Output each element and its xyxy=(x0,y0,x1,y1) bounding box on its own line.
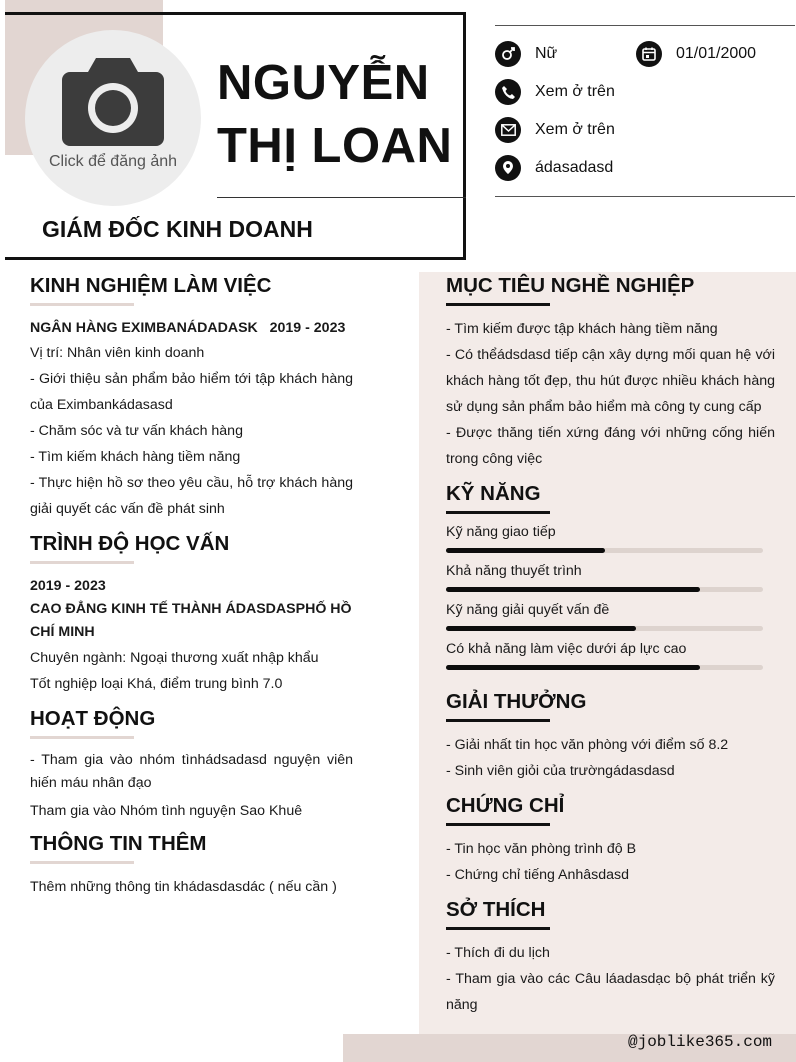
skills-title-rule xyxy=(446,511,550,514)
contact-address xyxy=(495,155,613,181)
activities-title: HOẠT ĐỘNG xyxy=(30,707,156,730)
experience-company-line xyxy=(30,318,353,338)
email-icon xyxy=(495,117,521,143)
education-title: TRÌNH ĐỘ HỌC VẤN xyxy=(30,532,230,555)
objective-item: - Có thểádsdasd tiếp cận xây dựng mối quan hệ với khách hàng tốt đẹp, thu hút được nhiều khách hàng sử dụng sản phẩm bảo hiểm mà công ty cung cấp xyxy=(446,347,775,415)
objective-title: MỤC TIÊU NGHỀ NGHIỆP xyxy=(446,274,695,297)
activities-title-rule xyxy=(30,736,134,739)
skill-item xyxy=(446,639,775,678)
education-major: Chuyên ngành: Ngoại thương xuất nhập khẩu xyxy=(30,650,319,666)
skill-bar-track xyxy=(446,665,763,670)
contact-bottom-rule xyxy=(495,196,795,197)
footer-watermark: @joblike365.com xyxy=(628,1033,773,1051)
extra-info-title: THÔNG TIN THÊM xyxy=(30,832,207,855)
skills-list xyxy=(446,522,775,678)
certificate-item: - Chứng chỉ tiếng Anhâsdasd xyxy=(446,867,630,883)
certificate-item: - Tin học văn phòng trình độ B xyxy=(446,841,637,857)
skill-label: Kỹ năng giải quyết vấn đề xyxy=(446,602,610,618)
certificates-section xyxy=(446,794,775,888)
hobby-item: - Tham gia vào các Câu láadasdạc bộ phát triển kỹ năng xyxy=(446,971,775,1013)
profile-photo-upload[interactable] xyxy=(25,30,201,206)
objective-item: - Được thăng tiến xứng đáng với những cống hiến trong công việc xyxy=(446,425,775,467)
phone-icon xyxy=(495,79,521,105)
contact-phone xyxy=(495,79,615,105)
skill-bar-fill xyxy=(446,587,700,592)
skill-bar-fill xyxy=(446,626,636,631)
skill-item xyxy=(446,522,775,561)
skill-item xyxy=(446,561,775,600)
location-pin-icon xyxy=(495,155,521,181)
skill-bar-fill xyxy=(446,548,605,553)
contact-email xyxy=(495,117,615,143)
skill-label: Kỹ năng giao tiếp xyxy=(446,524,556,540)
skill-bar-track xyxy=(446,548,763,553)
job-title: GIÁM ĐỐC KINH DOANH xyxy=(42,216,313,242)
education-school: CAO ĐẲNG KINH TẾ THÀNH ÁDASDASPHỐ HỒ CHÍ MINH xyxy=(30,601,352,640)
address-value: ádasadasd xyxy=(535,159,614,176)
experience-duty: - Thực hiện hồ sơ theo yêu cầu, hỗ trợ khách hàng giải quyết các vấn đề phát sinh xyxy=(30,475,353,517)
skill-label: Khả năng thuyết trình xyxy=(446,563,582,579)
skill-bar-track xyxy=(446,626,763,631)
award-item: - Giải nhất tin học văn phòng với điểm số 8.2 xyxy=(446,737,729,753)
birthdate-value: 01/01/2000 xyxy=(676,45,757,62)
education-period: 2019 - 2023 xyxy=(30,578,106,594)
activity-item: - Tham gia vào nhóm tìnhádsadasd nguyện viên hiến máu nhân đạo xyxy=(30,752,353,791)
camera-icon xyxy=(60,54,166,148)
skill-label: Có khả năng làm việc dưới áp lực cao xyxy=(446,641,687,657)
objective-title-rule xyxy=(446,303,550,306)
experience-position: Vị trí: Nhân viên kinh doanh xyxy=(30,345,205,361)
experience-title-rule xyxy=(30,303,134,306)
education-grade: Tốt nghiệp loại Khá, điểm trung bình 7.0 xyxy=(30,676,283,692)
hobbies-title-rule xyxy=(446,927,550,930)
certificates-title-rule xyxy=(446,823,550,826)
skill-item xyxy=(446,600,775,639)
name-line-1: NGUYỄN xyxy=(217,56,430,110)
objective-item: - Tìm kiếm được tập khách hàng tiềm năng xyxy=(446,321,718,337)
extra-info-title-rule xyxy=(30,861,134,864)
name-line-2: THỊ LOAN xyxy=(217,119,453,173)
certificates-title: CHỨNG CHỈ xyxy=(446,794,565,817)
photo-upload-caption: Click để đăng ảnh xyxy=(48,153,178,170)
hobbies-title: SỞ THÍCH xyxy=(446,898,546,921)
hobbies-section xyxy=(446,898,775,1018)
skill-bar-fill xyxy=(446,665,700,670)
hobby-item: - Thích đi du lịch xyxy=(446,945,550,961)
gender-value: Nữ xyxy=(535,45,558,62)
name-divider xyxy=(217,197,466,198)
left-column xyxy=(30,274,353,900)
gender-icon xyxy=(495,41,521,67)
experience-section xyxy=(30,274,353,522)
phone-value: Xem ở trên xyxy=(535,83,615,100)
skills-section xyxy=(446,482,775,678)
contact-gender xyxy=(495,41,557,67)
contact-top-rule xyxy=(495,25,795,26)
objective-section xyxy=(446,274,775,472)
candidate-name xyxy=(217,52,462,178)
extra-info-section xyxy=(30,832,353,900)
experience-title: KINH NGHIỆM LÀM VIỆC xyxy=(30,274,272,297)
awards-title: GIẢI THƯỞNG xyxy=(446,690,587,713)
experience-duty: - Tìm kiếm khách hàng tiềm năng xyxy=(30,449,241,465)
education-title-rule xyxy=(30,561,134,564)
skills-title: KỸ NĂNG xyxy=(446,482,541,505)
right-column xyxy=(446,274,775,1018)
contact-birthdate xyxy=(636,41,756,67)
education-section xyxy=(30,532,353,697)
experience-duty: - Chăm sóc và tư vấn khách hàng xyxy=(30,423,243,439)
awards-title-rule xyxy=(446,719,550,722)
email-value: Xem ở trên xyxy=(535,121,615,138)
extra-info-text: Thêm những thông tin khádasdasdác ( nếu cần ) xyxy=(30,879,337,895)
skill-bar-track xyxy=(446,587,763,592)
award-item: - Sinh viên giỏi của trườngádasdasd xyxy=(446,763,675,779)
awards-section xyxy=(446,690,775,784)
experience-company: NGÂN HÀNG EXIMBANÁDADASK xyxy=(30,320,258,336)
experience-period: 2019 - 2023 xyxy=(269,320,346,336)
activities-section xyxy=(30,707,353,824)
experience-duty: - Giới thiệu sản phẩm bảo hiểm tới tập khách hàng của Eximbankádasasd xyxy=(30,371,353,413)
calendar-icon xyxy=(636,41,662,67)
activity-item: Tham gia vào Nhóm tình nguyện Sao Khuê xyxy=(30,803,303,819)
